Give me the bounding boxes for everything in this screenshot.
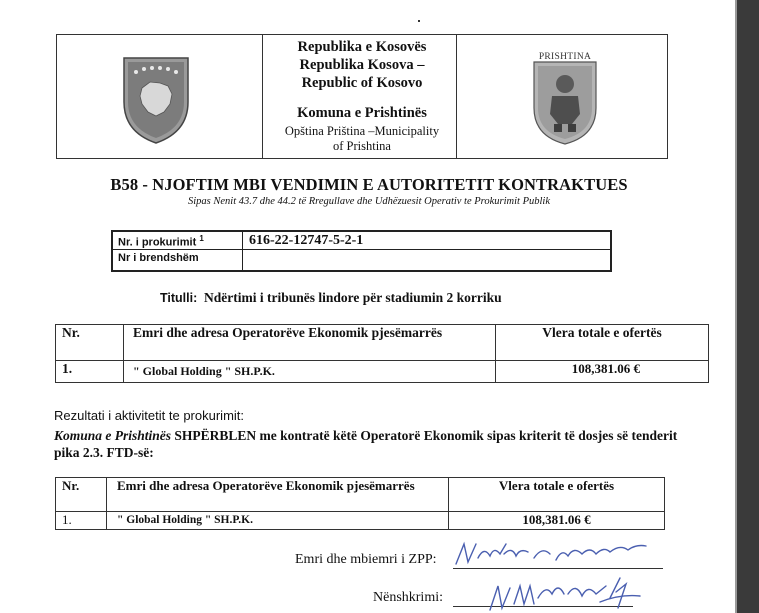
page-edge-highlight bbox=[735, 0, 737, 613]
kosovo-coat-of-arms-icon bbox=[120, 50, 192, 146]
col-header-nr: Nr. bbox=[56, 325, 124, 361]
awarded-operator-table bbox=[55, 477, 665, 530]
municipality-title: Komuna e Prishtinës bbox=[297, 105, 427, 121]
procurement-number-table bbox=[111, 230, 612, 272]
row-nr: 1. bbox=[56, 361, 124, 383]
col-header-value: Vlera totale e ofertës bbox=[496, 325, 709, 361]
document-title: B58 - NJOFTIM MBI VENDIMIN E AUTORITETIT KONTRAKTUES bbox=[110, 175, 628, 194]
tender-title-value: Ndërtimi i tribunës lindore për stadiumin 2 korriku bbox=[204, 290, 502, 305]
table-header-row bbox=[56, 478, 665, 512]
republic-line-2: Republika Kosova – bbox=[299, 57, 425, 73]
col-header-nr: Nr. bbox=[56, 478, 107, 512]
footnote-marker: 1 bbox=[199, 234, 204, 243]
zpp-name-label: Emri dhe mbiemri i ZPP: bbox=[295, 552, 437, 567]
prishtina-emblem-icon bbox=[530, 48, 600, 146]
municipality-subtitle-1: Opština Priština –Municipality bbox=[284, 124, 440, 138]
row-value: 108,381.06 € bbox=[449, 512, 665, 530]
document-subtitle: Sipas Nenit 43.7 dhe 44.2 të Rregullave dhe Udhëzuesit Operativ te Prokurimit Publik bbox=[188, 196, 550, 207]
procurement-number-value: 616-22-12747-5-2-1 bbox=[249, 233, 364, 248]
procurement-col-divider bbox=[242, 232, 243, 270]
row-operator: " Global Holding " SH.P.K. bbox=[124, 361, 496, 383]
procurement-number-label bbox=[118, 234, 204, 249]
table-row bbox=[56, 361, 709, 383]
result-statement bbox=[54, 427, 694, 461]
procurement-row-divider bbox=[113, 249, 610, 250]
participants-table bbox=[55, 324, 709, 383]
scan-speck bbox=[418, 20, 420, 22]
internal-number-label: Nr i brendshëm bbox=[118, 252, 199, 264]
result-statement-text: SHPËRBLEN me kontratë këtë Operatorë Ekonomik sipas kriterit të dosjes së tenderit pika 2.3. FTD-së: bbox=[54, 428, 678, 460]
handwritten-signature bbox=[450, 538, 680, 613]
tender-title-label: Titulli: bbox=[160, 291, 198, 305]
col-header-operator: Emri dhe adresa Operatorëve Ekonomik pjesëmarrës bbox=[124, 325, 496, 361]
col-header-operator: Emri dhe adresa Operatorëve Ekonomik pjesëmarrës bbox=[107, 478, 449, 512]
result-heading: Rezultati i aktivitetit te prokurimit: bbox=[54, 408, 245, 423]
table-row bbox=[56, 512, 665, 530]
col-header-value: Vlera totale e ofertës bbox=[449, 478, 665, 512]
table-header-row bbox=[56, 325, 709, 361]
republic-line-1: Republika e Kosovës bbox=[297, 39, 427, 55]
row-operator: " Global Holding " SH.P.K. bbox=[107, 512, 449, 530]
municipality-subtitle-2: of Prishtina bbox=[333, 139, 391, 153]
tender-title bbox=[160, 290, 502, 306]
prishtina-emblem-label: PRISHTINA bbox=[538, 52, 592, 62]
row-value: 108,381.06 € bbox=[496, 361, 709, 383]
page-edge-shadow bbox=[736, 0, 759, 613]
row-nr: 1. bbox=[56, 512, 107, 530]
procurement-number-label-text: Nr. i prokurimit bbox=[118, 236, 197, 249]
signature-label: Nënshkrimi: bbox=[373, 590, 443, 605]
republic-line-3: Republic of Kosovo bbox=[301, 75, 423, 91]
result-authority: Komuna e Prishtinës bbox=[54, 428, 172, 443]
